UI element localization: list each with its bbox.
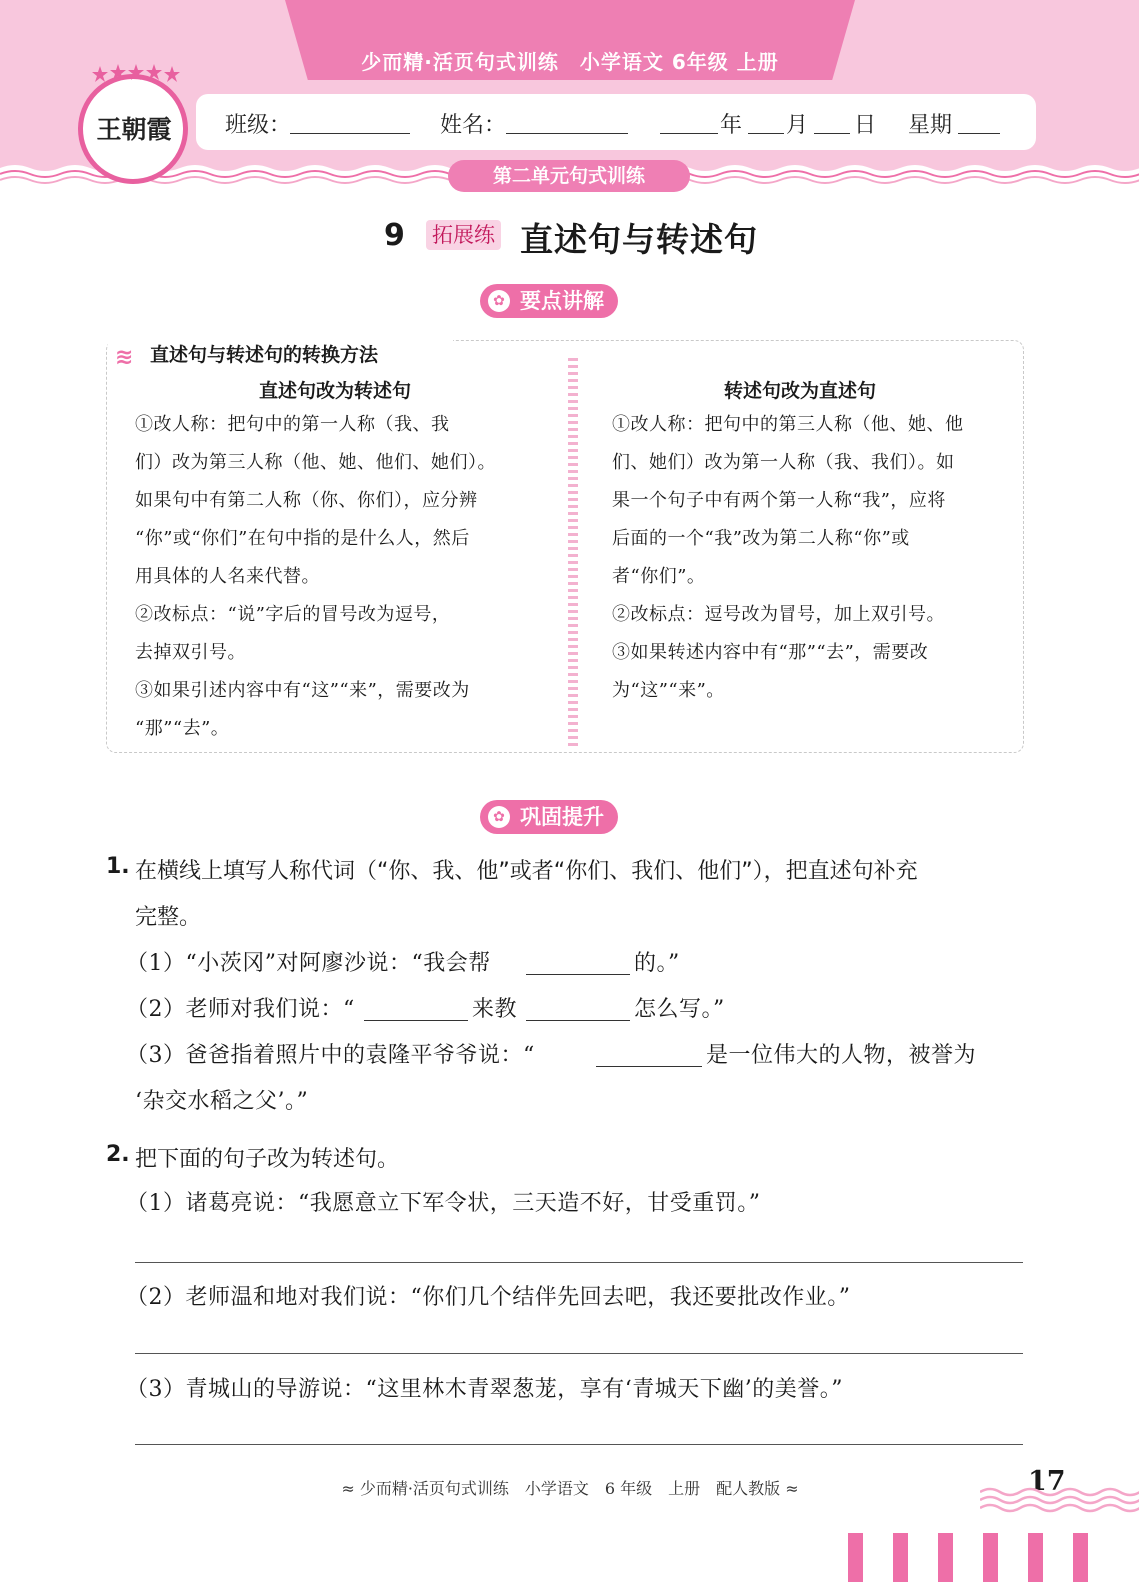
year-label: 年 — [720, 113, 743, 138]
text-line: 果一个句子中有两个第一人称“我”，应将 — [612, 490, 946, 511]
text-line: 们）改为第三人称（他、她、他们、她们）。 — [135, 452, 496, 473]
footer-stripe — [893, 1533, 908, 1582]
text-line: “那”“去”。 — [135, 718, 230, 739]
footer-stripe — [1028, 1533, 1043, 1582]
q1-sentence-3c: ‘杂交水稻之父’。” — [135, 1089, 309, 1114]
class-label: 班级： — [225, 113, 292, 138]
key-points-label: 要点讲解 — [520, 289, 604, 313]
q1-sentence-2c: 怎么写。” — [634, 997, 725, 1022]
text-line: ③如果转述内容中有“那”“去”，需要改 — [612, 642, 929, 663]
key-points-pill — [480, 284, 618, 318]
text-line: 为“这”“来”。 — [612, 680, 725, 701]
q1-sentence-1a: （1）“小茨冈”对阿廖沙说：“我会帮 — [126, 951, 491, 976]
q2-sentence-2: （2）老师温和地对我们说：“你们几个结伴先回去吧，我还要批改作业。” — [126, 1285, 851, 1310]
q1-blank-1[interactable] — [526, 974, 630, 975]
text-line: 后面的一个“我”改为第二人称“你”或 — [612, 528, 910, 549]
q1-sentence-2a: （2）老师对我们说：“ — [126, 997, 355, 1022]
week-blank[interactable] — [958, 133, 1000, 134]
logo-stars-icon — [92, 64, 180, 86]
practice-label: 巩固提升 — [520, 805, 604, 829]
q1-sentence-2b: 来教 — [472, 997, 518, 1022]
medal-icon: ✿ — [488, 806, 510, 828]
text-line: ③如果引述内容中有“这”“来”，需要改为 — [135, 680, 470, 701]
medal-icon: ✿ — [488, 290, 510, 312]
text-line: 如果句中有第二人称（你、你们），应分辨 — [135, 490, 478, 511]
text-line: 用具体的人名来代替。 — [135, 566, 320, 587]
footer-text: ≈ 少而精·活页句式训练 小学语文 6 年级 上册 配人教版 ≈ — [341, 1479, 799, 1498]
q1-sentence-1b: 的。” — [634, 951, 680, 976]
text-line: 去掉双引号。 — [135, 642, 246, 663]
question-1-number: 1. — [106, 854, 130, 879]
q1-sentence-3a: （3）爸爸指着照片中的袁隆平爷爷说：“ — [126, 1043, 535, 1068]
q2-answer-line-2[interactable] — [135, 1353, 1023, 1354]
text-line: “你”或“你们”在句中指的是什么人，然后 — [135, 528, 470, 549]
week-label: 星期 — [908, 113, 953, 138]
footer-stripe — [938, 1533, 953, 1582]
q1-sentence-3b: 是一位伟大的人物，被誉为 — [706, 1043, 977, 1068]
text-line: ②改标点：“说”字后的冒号改为逗号， — [135, 604, 451, 625]
lesson-title: 直述句与转述句 — [520, 220, 758, 259]
q2-answer-line-3[interactable] — [135, 1444, 1023, 1445]
question-2-number: 2. — [106, 1142, 130, 1167]
year-blank[interactable] — [660, 133, 718, 134]
right-column-heading: 转述句改为直述句 — [723, 380, 876, 402]
lesson-number: 9 — [384, 218, 405, 253]
footer-stripe — [983, 1533, 998, 1582]
day-blank[interactable] — [814, 133, 850, 134]
text-line: 者“你们”。 — [612, 566, 706, 587]
unit-title: 第二单元句式训练 — [448, 160, 690, 192]
question-1-text-cont: 完整。 — [135, 905, 202, 930]
day-label: 日 — [854, 113, 877, 138]
footer-stripe — [848, 1533, 863, 1582]
name-blank[interactable] — [506, 133, 628, 134]
wave-icon: ≋ — [115, 345, 134, 370]
q1-blank-4[interactable] — [596, 1066, 702, 1067]
month-label: 月 — [786, 113, 809, 138]
left-column-heading: 直述句改为转述句 — [258, 380, 411, 402]
text-line: ②改标点：逗号改为冒号，加上双引号。 — [612, 604, 945, 625]
lesson-tag: 拓展练 — [426, 220, 501, 250]
footer-waves — [980, 1484, 1139, 1518]
text-line: ①改人称：把句中的第一人称（我、我 — [135, 414, 450, 435]
q1-blank-3[interactable] — [526, 1020, 630, 1021]
footer-stripe — [1073, 1533, 1088, 1582]
question-2-text: 把下面的句子改为转述句。 — [135, 1147, 400, 1172]
name-label: 姓名： — [440, 113, 507, 138]
logo-name: 王朝霞 — [96, 115, 172, 144]
page-number: 17 — [1028, 1466, 1066, 1497]
series-title: 少而精·活页句式训练 小学语文 6年级 上册 — [361, 50, 779, 74]
column-divider — [568, 358, 578, 746]
q2-sentence-3: （3）青城山的导游说：“这里林木青翠葱茏，享有‘青城天下幽’的美誉。” — [126, 1377, 843, 1402]
q2-sentence-1: （1）诸葛亮说：“我愿意立下军令状，三天造不好，甘受重罚。” — [126, 1191, 761, 1216]
left-column-text — [135, 406, 535, 748]
q1-blank-2[interactable] — [364, 1020, 468, 1021]
question-1-text: 在横线上填写人称代词（“你、我、他”或者“你们、我们、他们”），把直述句补充 — [135, 859, 918, 884]
key-points-box-title: 直述句与转述句的转换方法 — [150, 344, 379, 366]
text-line: 们、她们）改为第一人称（我、我们）。如 — [612, 452, 955, 473]
right-column-text — [612, 406, 998, 710]
class-blank[interactable] — [290, 133, 410, 134]
q2-answer-line-1[interactable] — [135, 1262, 1023, 1263]
practice-pill — [480, 800, 618, 834]
text-line: ①改人称：把句中的第三人称（他、她、他 — [612, 414, 964, 435]
month-blank[interactable] — [748, 133, 784, 134]
